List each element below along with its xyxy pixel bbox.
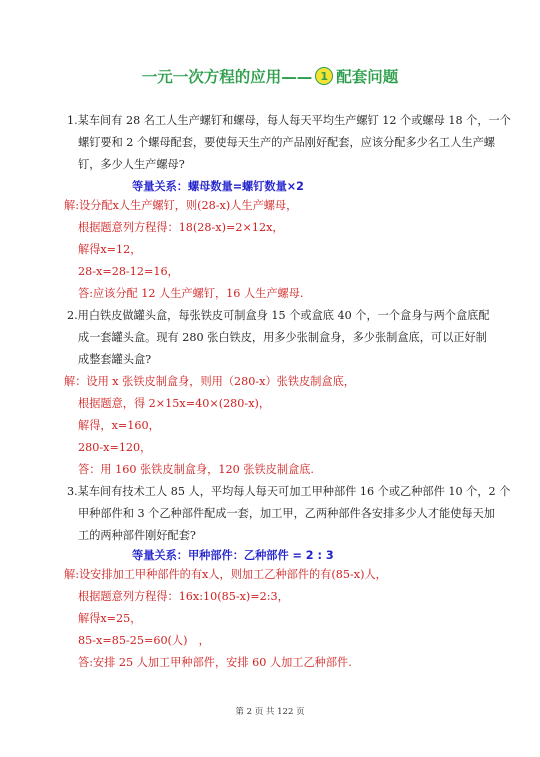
page-footer: 第 2 页 共 122 页 <box>235 707 305 717</box>
solution-line: 85-x=85-25=60(人) ， <box>78 634 210 647</box>
circled-number-badge: 1 <box>315 67 333 85</box>
solution-line: 根据题意列方程得：16x:10(85-x)=2:3， <box>78 590 289 603</box>
solution-line: 根据题意列方程得：18(28-x)=2×12x， <box>78 221 284 234</box>
page-title <box>0 64 540 88</box>
solution-line: 28-x=28-12=16， <box>78 265 179 278</box>
solution-line: 解得x=25， <box>78 612 142 625</box>
equality-relation: 等量关系：甲种部件：乙种部件 = 2 : 3 <box>132 549 334 562</box>
solution-line: 解:设分配x人生产螺钉，则(28-x)人生产螺母， <box>64 199 298 212</box>
solution-line: 280-x=120， <box>78 441 152 454</box>
question-line: 成一套罐头盒。现有 280 张白铁皮，用多少张制盒身，多少张制盒底，可以正好制 <box>78 331 487 344</box>
solution-line: 答:安排 25 人加工甲种部件，安排 60 人加工乙种部件. <box>78 656 352 669</box>
solution-line: 解:设安排加工甲种部件的有x人，则加工乙种部件的有(85-x)人， <box>64 568 387 581</box>
solution-line: 答:应该分配 12 人生产螺钉，16 人生产螺母. <box>78 287 304 300</box>
title-text-after: 配套问题 <box>336 68 399 86</box>
question-line: 1.某车间有 28 名工人生产螺钉和螺母，每人每天平均生产螺钉 12 个或螺母 18 个，一个 <box>67 114 511 127</box>
solution-line: 答：用 160 张铁皮制盒身，120 张铁皮制盒底. <box>78 463 314 476</box>
solution-line: 解得，x=160， <box>78 419 160 432</box>
question-line: 螺钉要和 2 个螺母配套，要使每天生产的产品刚好配套，应该分配多少名工人生产螺 <box>78 136 495 149</box>
question-line: 甲种部件和 3 个乙种部件配成一套，加工甲，乙两种部件各安排多少人才能使每天加 <box>78 507 495 520</box>
solution-line: 根据题意，得 2×15x=40×(280-x)， <box>78 397 271 410</box>
question-line: 工的两种部件刚好配套? <box>78 529 196 542</box>
title-text-before: 一元一次方程的应用—— <box>141 68 313 86</box>
question-line: 成整套罐头盒? <box>78 353 152 366</box>
question-line: 钉，多少人生产螺母? <box>78 158 185 171</box>
solution-line: 解得x=12， <box>78 243 142 256</box>
solution-line: 解：设用 x 张铁皮制盒身，则用（280-x）张铁皮制盒底， <box>64 375 355 388</box>
question-line: 2.用白铁皮做罐头盒，每张铁皮可制盒身 15 个或盒底 40 个，一个盒身与两个盒底配 <box>67 309 490 322</box>
equality-relation: 等量关系：螺母数量=螺钉数量×2 <box>132 180 304 193</box>
question-line: 3.某车间有技术工人 85 人，平均每人每天可加工甲种部件 16 个或乙种部件 10 个，2 个 <box>67 485 511 498</box>
